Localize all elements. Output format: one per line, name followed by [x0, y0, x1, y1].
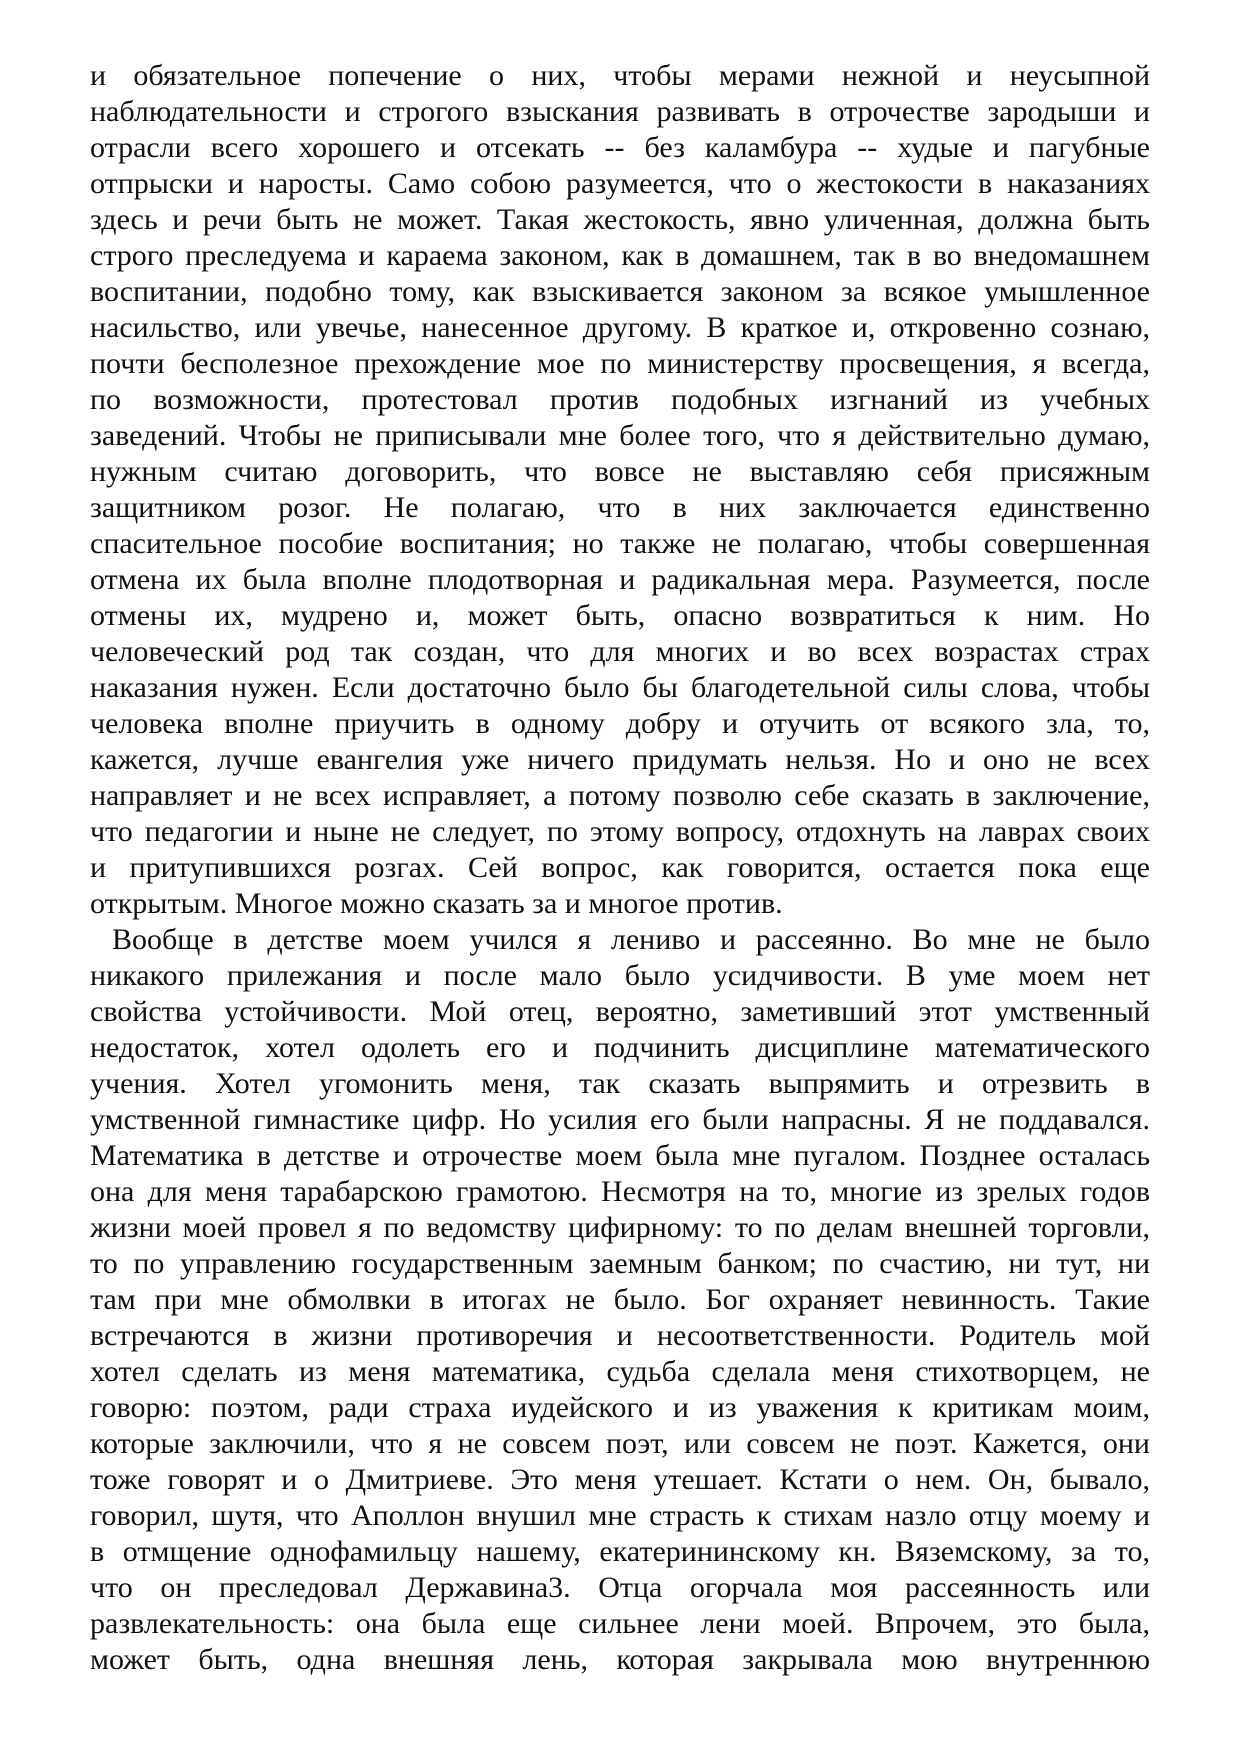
text-line: говорю: поэтом, ради страха иудейского и из уважения к критикам моим,: [90, 1391, 1150, 1424]
text-line: заведений. Чтобы не приписывали мне более того, что я действительно думаю,: [90, 419, 1150, 452]
text-line: там при мне обмолвки в итогах не было. Бог охраняет невинность. Такие: [90, 1283, 1150, 1316]
text-line: никакого прилежания и после мало было усидчивости. В уме моем нет: [90, 959, 1150, 992]
text-line: направляет и не всех исправляет, а потому позволю себе сказать в заключение,: [90, 779, 1150, 812]
text-line: она для меня тарабарскою грамотою. Несмотря на то, многие из зрелых годов: [90, 1175, 1150, 1208]
text-line: нужным считаю договорить, что вовсе не выставляю себя присяжным: [90, 455, 1150, 488]
document-page: [90, 58, 1150, 1678]
text-line: развлекательность: она была еще сильнее лени моей. Впрочем, это была,: [90, 1607, 1150, 1640]
text-line: что он преследовал Державина3. Отца огорчала моя рассеянность или: [90, 1571, 1150, 1604]
text-line: отмены их, мудрено и, может быть, опасно возвратиться к ним. Но: [90, 599, 1150, 632]
text-line: и притупившихся розгах. Сей вопрос, как говорится, остается пока еще: [90, 851, 1150, 884]
text-line: и обязательное попечение о них, чтобы мерами нежной и неусыпной: [90, 59, 1150, 92]
text-line: человека вполне приучить в одному добру и отучить от всякого зла, то,: [90, 707, 1150, 740]
text-line: умственной гимнастике цифр. Но усилия его были напрасны. Я не поддавался.: [90, 1103, 1150, 1136]
text-line: по возможности, протестовал против подобных изгнаний из учебных: [90, 383, 1150, 416]
text-line: спасительное пособие воспитания; но также не полагаю, чтобы совершенная: [90, 527, 1150, 560]
text-line: Вообще в детстве моем учился я лениво и рассеянно. Во мне не было: [112, 923, 1150, 956]
paragraph-2: [90, 922, 1150, 1678]
text-line: учения. Хотел угомонить меня, так сказать выпрямить и отрезвить в: [90, 1067, 1150, 1100]
paragraph-1: [90, 58, 1150, 922]
text-line: в отмщение однофамильцу нашему, екатерининскому кн. Вяземскому, за то,: [90, 1535, 1150, 1568]
text-line: недостаток, хотел одолеть его и подчинить дисциплине математического: [90, 1031, 1150, 1064]
text-line: что педагогии и ныне не следует, по этому вопросу, отдохнуть на лаврах своих: [90, 815, 1150, 848]
text-line: хотел сделать из меня математика, судьба сделала меня стихотворцем, не: [90, 1355, 1150, 1388]
text-line: то по управлению государственным заемным банком; по счастию, ни тут, ни: [90, 1247, 1150, 1280]
text-line: насильство, или увечье, нанесенное другому. В краткое и, откровенно сознаю,: [90, 311, 1150, 344]
text-line: открытым. Многое можно сказать за и многое против.: [90, 887, 783, 920]
text-line: защитником розог. Не полагаю, что в них заключается единственно: [90, 491, 1150, 524]
text-line: воспитании, подобно тому, как взыскивается законом за всякое умышленное: [90, 275, 1150, 308]
text-line: которые заключили, что я не совсем поэт, или совсем не поэт. Кажется, они: [90, 1427, 1150, 1460]
text-line: почти бесполезное прехождение мое по министерству просвещения, я всегда,: [90, 347, 1150, 380]
text-line: говорил, шутя, что Аполлон внушил мне страсть к стихам назло отцу моему и: [90, 1499, 1150, 1532]
text-line: Математика в детстве и отрочестве моем была мне пугалом. Позднее осталась: [90, 1139, 1150, 1172]
text-line: здесь и речи быть не может. Такая жестокость, явно уличенная, должна быть: [90, 203, 1150, 236]
text-line: наблюдательности и строгого взыскания развивать в отрочестве зародыши и: [90, 95, 1150, 128]
text-line: встречаются в жизни противоречия и несоответственности. Родитель мой: [90, 1319, 1150, 1352]
text-line: отпрыски и наросты. Само собою разумеется, что о жестокости в наказаниях: [90, 167, 1150, 200]
text-line: отмена их была вполне плодотворная и радикальная мера. Разумеется, после: [90, 563, 1150, 596]
text-line: может быть, одна внешняя лень, которая закрывала мою внутреннюю: [90, 1643, 1150, 1676]
text-line: тоже говорят и о Дмитриеве. Это меня утешает. Кстати о нем. Он, бывало,: [90, 1463, 1150, 1496]
text-line: наказания нужен. Если достаточно было бы благодетельной силы слова, чтобы: [90, 671, 1150, 704]
text-line: человеческий род так создан, что для многих и во всех возрастах страх: [90, 635, 1150, 668]
text-line: свойства устойчивости. Мой отец, вероятно, заметивший этот умственный: [90, 995, 1150, 1028]
text-line: жизни моей провел я по ведомству цифирному: то по делам внешней торговли,: [90, 1211, 1150, 1244]
text-line: кажется, лучше евангелия уже ничего придумать нельзя. Но и оно не всех: [90, 743, 1150, 776]
text-line: отрасли всего хорошего и отсекать -- без каламбура -- худые и пагубные: [90, 131, 1150, 164]
text-line: строго преследуема и караема законом, как в домашнем, так в во внедомашнем: [90, 239, 1150, 272]
